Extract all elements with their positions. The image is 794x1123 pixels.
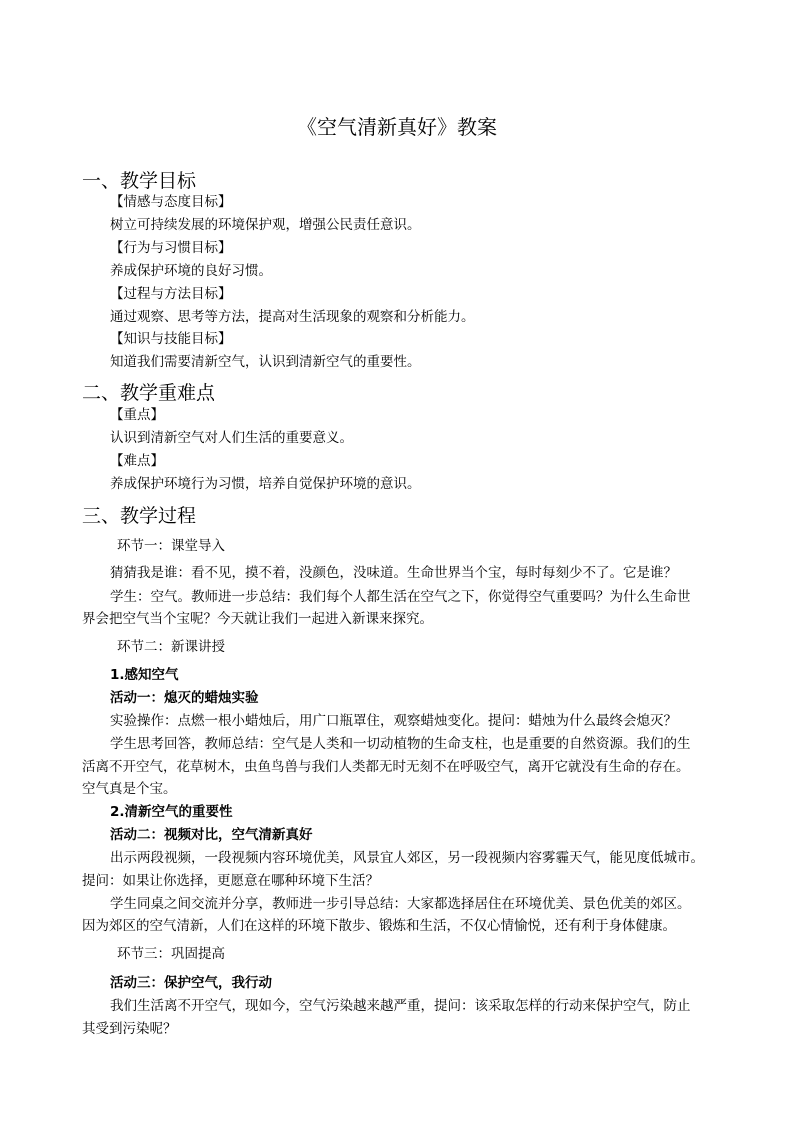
keypoint-label: 【重点】 — [110, 407, 164, 423]
goal-text-knowledge: 知道我们需要清新空气，认识到清新空气的重要性。 — [110, 354, 421, 370]
document-title: 《空气清新真好》教案 — [297, 115, 497, 139]
goal-label-process: 【过程与方法目标】 — [110, 286, 232, 302]
goal-label-behavior: 【行为与习惯目标】 — [110, 240, 232, 256]
paragraph-summary-line1: 学生思考回答，教师总结：空气是人类和一切动植物的生命支柱，也是重要的自然资源。我们的生 — [110, 736, 691, 752]
step-1-heading: 环节一：课堂导入 — [117, 538, 225, 554]
difficulty-text: 养成保护环境行为习惯，培养自觉保护环境的意识。 — [110, 476, 421, 492]
step-3-heading: 环节三：巩固提高 — [117, 946, 225, 962]
activity-2-heading: 活动二：视频对比，空气清新真好 — [110, 827, 313, 843]
paragraph-summary-line2: 活离不开空气，花草树木，虫鱼鸟兽与我们人类都无时无刻不在呼吸空气，离开它就没有生命的存在。 — [82, 759, 690, 775]
paragraph-protect-line1: 我们生活离不开空气，现如今，空气污染越来越严重，提问：该采取怎样的行动来保护空气，防止 — [110, 998, 691, 1014]
paragraph-experiment: 实验操作：点燃一根小蜡烛后，用广口瓶罩住，观察蜡烛变化。提问：蜡烛为什么最终会熄灭？ — [110, 713, 677, 729]
section-heading-process: 三、教学过程 — [82, 505, 197, 527]
goal-text-behavior: 养成保护环境的良好习惯。 — [110, 263, 272, 279]
paragraph-discuss-line2: 因为郊区的空气清新，人们在这样的环境下散步、锻炼和生活，不仅心情愉悦，还有利于身体健康。 — [82, 918, 676, 934]
paragraph-answer-line1: 学生：空气。教师进一步总结：我们每个人都生活在空气之下，你觉得空气重要吗？为什么生命世 — [110, 589, 691, 605]
paragraph-discuss-line1: 学生同桌之间交流并分享，教师进一步引导总结：大家都选择居住在环境优美、景色优美的郊区。 — [110, 896, 691, 912]
subsection-1-heading: 1.感知空气 — [110, 667, 179, 683]
section-heading-goals: 一、教学目标 — [82, 170, 197, 192]
paragraph-summary-line3: 空气真是个宝。 — [82, 781, 177, 797]
goal-label-knowledge: 【知识与技能目标】 — [110, 331, 232, 347]
goal-text-emotion: 树立可持续发展的环境保护观，增强公民责任意识。 — [110, 217, 421, 233]
keypoint-text: 认识到清新空气对人们生活的重要意义。 — [110, 430, 353, 446]
paragraph-video-line2: 提问：如果让你选择，更愿意在哪种环境下生活？ — [82, 873, 379, 889]
goal-label-emotion: 【情感与态度目标】 — [110, 194, 232, 210]
paragraph-answer-line2: 界会把空气当个宝呢？今天就让我们一起进入新课来探究。 — [82, 611, 433, 627]
goal-text-process: 通过观察、思考等方法，提高对生活现象的观察和分析能力。 — [110, 309, 475, 325]
difficulty-label: 【难点】 — [110, 453, 164, 469]
paragraph-video-line1: 出示两段视频，一段视频内容环境优美，风景宜人郊区，另一段视频内容雾霾天气，能见度低城市。 — [110, 850, 704, 866]
activity-1-heading: 活动一：熄灭的蜡烛实验 — [110, 690, 259, 706]
subsection-2-heading: 2.清新空气的重要性 — [110, 804, 233, 820]
paragraph-protect-line2: 其受到污染呢？ — [82, 1021, 177, 1037]
step-2-heading: 环节二：新课讲授 — [117, 639, 225, 655]
paragraph-riddle: 猜猜我是谁：看不见，摸不着，没颜色，没味道。生命世界当个宝，每时每刻少不了。它是谁？ — [110, 565, 677, 581]
section-heading-keypoints: 二、教学重难点 — [82, 382, 216, 404]
activity-3-heading: 活动三：保护空气，我行动 — [110, 975, 272, 991]
